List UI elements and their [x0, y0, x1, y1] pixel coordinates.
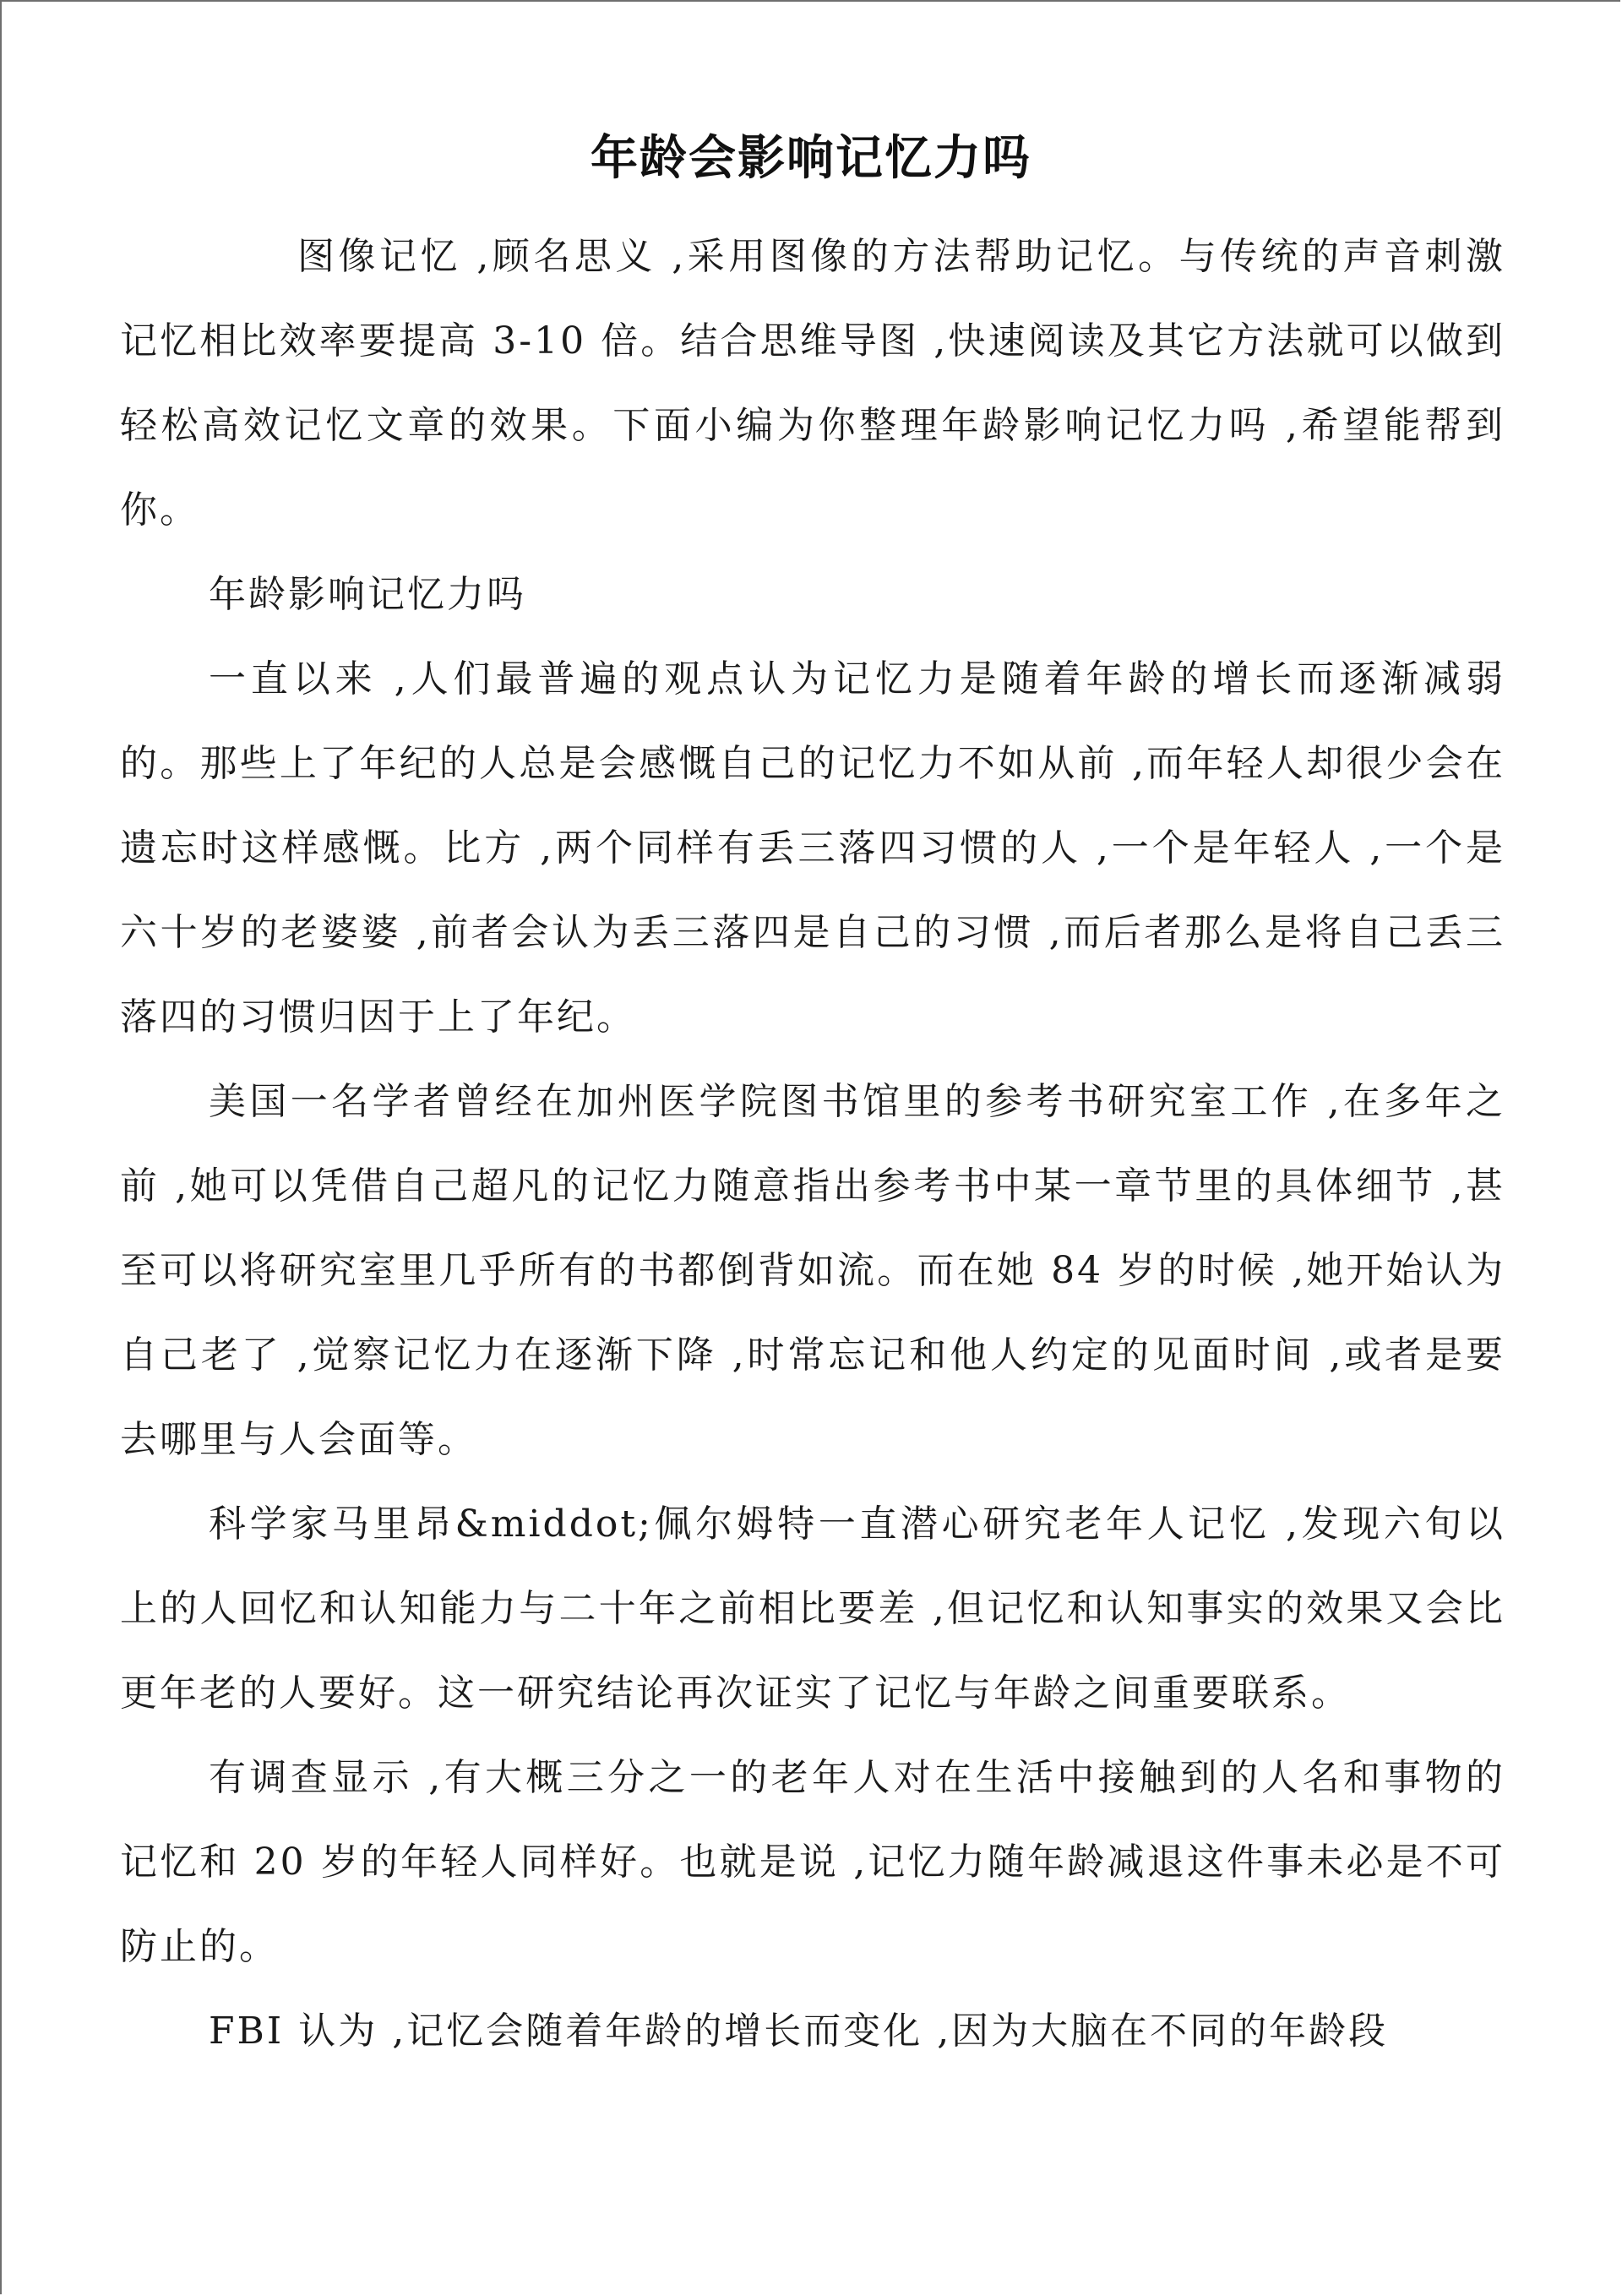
- paragraph: 有调查显示 ,有大概三分之一的老年人对在生活中接触到的人名和事物的记忆和 20 岁的年轻人同样好。也就是说 ,记忆力随年龄减退这件事未必是不可防止的。: [120, 1756, 1505, 1968]
- paragraph: 美国一名学者曾经在加州医学院图书馆里的参考书研究室工作 ,在多年之前 ,她可以凭借自己超凡的记忆力随意指出参考书中某一章节里的具体细节 ,甚至可以将研究室里几乎所有的书都倒背如流。而在她 84 岁的时候 ,她开始认为自己老了 ,觉察记忆力在逐渐下降 ,时常忘记和他人约定的见面时间 ,或者是要去哪里与人会面等。: [120, 1080, 1505, 1461]
- paragraph-intro: 图像记忆 ,顾名思义 ,采用图像的方法帮助记忆。与传统的声音刺激记忆相比效率要提高 3-10 倍。结合思维导图 ,快速阅读及其它方法就可以做到轻松高效记忆文章的效果。下面小编为你整理年龄影响记忆力吗 ,希望能帮到你。: [120, 235, 1505, 532]
- paragraph: FBI 认为 ,记忆会随着年龄的增长而变化 ,因为大脑在不同的年龄段: [209, 2010, 1389, 2053]
- paragraph: 一直以来 ,人们最普遍的观点认为记忆力是随着年龄的增长而逐渐减弱的。那些上了年纪的人总是会感慨自己的记忆力不如从前 ,而年轻人却很少会在遗忘时这样感慨。比方 ,两个同样有丢三落四习惯的人 ,一个是年轻人 ,一个是六十岁的老婆婆 ,前者会认为丢三落四是自己的习惯 ,而后者那么是将自己丢三落四的习惯归因于上了年纪。: [120, 657, 1505, 1039]
- document-title: 年龄会影响记忆力吗: [591, 130, 1031, 186]
- section-heading: 年龄影响记忆力吗: [209, 573, 526, 616]
- paragraph: 科学家马里昂&middot;佩尔姆特一直潜心研究老年人记忆 ,发现六旬以上的人回忆和认知能力与二十年之前相比要差 ,但记忆和认知事实的效果又会比更年老的人要好。这一研究结论再次证实了记忆与年龄之间重要联系。: [120, 1502, 1505, 1715]
- document-body: [120, 215, 1505, 2074]
